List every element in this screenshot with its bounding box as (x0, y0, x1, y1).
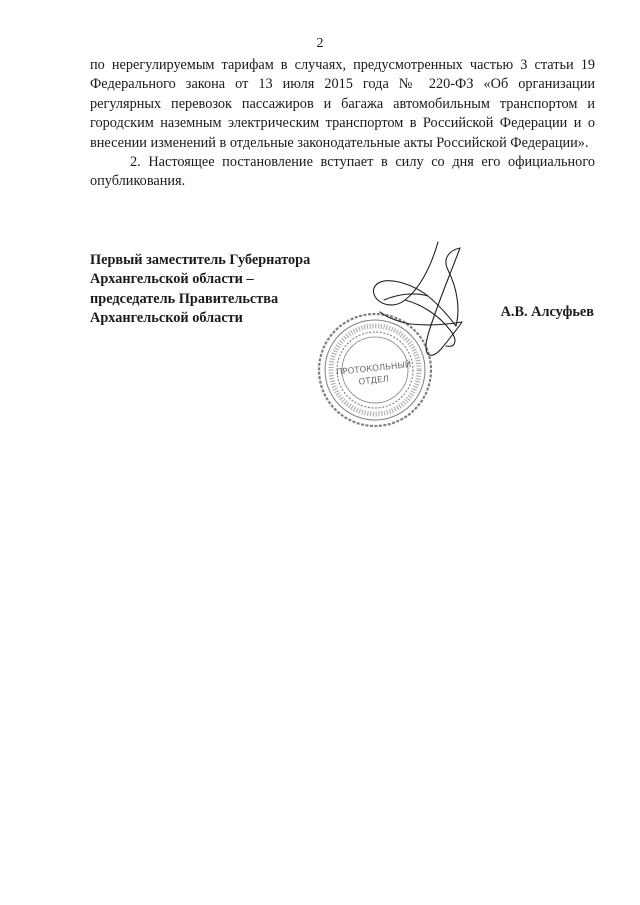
seal-stamp-with-signature (310, 230, 480, 435)
signer-title-line: Архангельской области – (90, 271, 254, 288)
page-number: 2 (316, 36, 324, 51)
signer-title-line: Архангельской области (90, 310, 243, 327)
signer-title-block (90, 251, 310, 329)
signer-title-line: Первый заместитель Губернатора (90, 252, 311, 268)
paragraph-2: 2. Настоящее постановление вступает в силу со дня его официального опубликования. (90, 154, 595, 190)
signer-title-line: председатель Правительства (90, 290, 279, 307)
seal-center-text (336, 358, 412, 387)
stamp-center-text-line2: ОТДЕЛ (358, 374, 390, 388)
paragraph-continued: по нерегулируемым тарифам в случаях, предусмотренных частью 3 статьи 19 Федерального закона от 13 июля 2015 года № 220-ФЗ «Об организации регулярных перевозок пассажиров и багажа автомобильным транспортом и городским наземным электрическим транспортом в Российской Федерации и о внесении изменений в отдельные законодательные акты Российской Федерации». (90, 57, 595, 151)
handwritten-signature (373, 242, 462, 355)
stamp-center-text-line1: ПРОТОКОЛЬНЫЙ (335, 360, 412, 378)
signer-name: А.В. Алсуфьев (500, 304, 594, 320)
document-body (90, 56, 595, 192)
